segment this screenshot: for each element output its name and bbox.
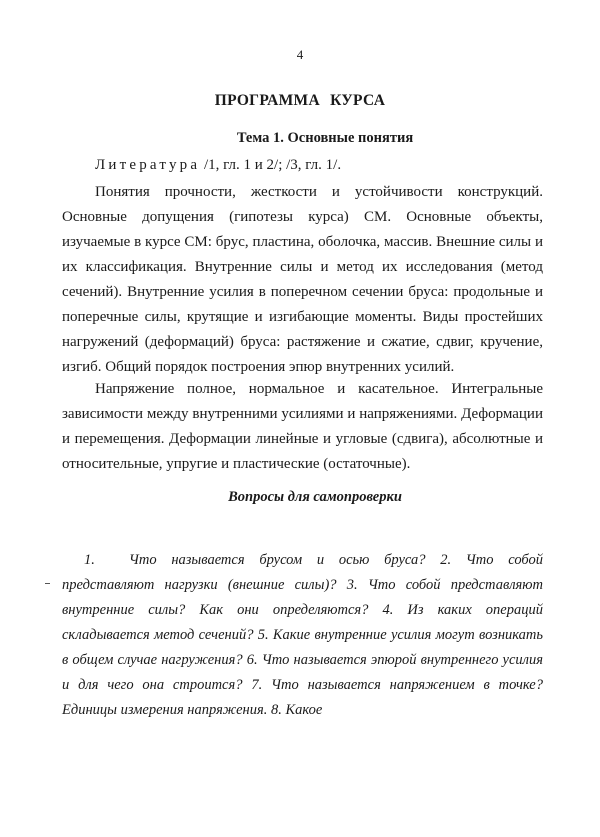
page-title: ПРОГРАММА КУРСА [214,92,386,109]
literature-refs: /1, гл. 1 и 2/; /3, гл. 1/. [200,157,342,173]
topic-heading: Тема 1. Основные понятия [236,130,414,146]
paragraph-stress: Напряжение полное, нормальное и касательное. Интегральные зависимости между внутренними усилиями и напряжениями. Деформации и перемещения. Деформации линейные и угловые (сдвига), абсолютные и относительные, упругие и пластические (остаточные). [62,381,543,472]
paragraph-concepts: Понятия прочности, жесткости и устойчивости конструкций. Основные допущения (гипотезы курса) СМ. Основные объекты, изучаемые в курсе СМ: брус, пластина, оболочка, массив. Внешние силы и их классификация. Внутренние силы и метод их исследования (метод сечений). Внутренние усилия в поперечном сечении бруса: продольные и поперечные силы, крутящие и изгибающие моменты. Виды простейших нагружений (деформаций) бруса: растяжение и сжатие, сдвиг, кручение, изгиб. Общий порядок построения эпюр внутренних усилий. [62,184,543,375]
questions-list [62,548,543,723]
questions-text: Что называется брусом и осью бруса? 2. Что собой представляют нагрузки (внешние силы)? 3. Что собой представляют внутренние силы? Как они определяются? 4. Из каких операций складывается метод сечений? 5. Какие внутренние усилия могут возникать в общем случае нагружения? 6. Что называется эпюрой внутреннего усилия и для чего она строится? 7. Что называется напряжением в точке? Единицы измерения напряжения. 8. Какое [62,552,543,718]
question-number: 1. [84,552,95,568]
page-number: 4 [296,47,304,62]
literature-label: Литература [95,157,201,173]
questions-heading: Вопросы для самопроверки [228,489,402,505]
literature-line [95,157,341,174]
margin-mark [45,583,50,584]
